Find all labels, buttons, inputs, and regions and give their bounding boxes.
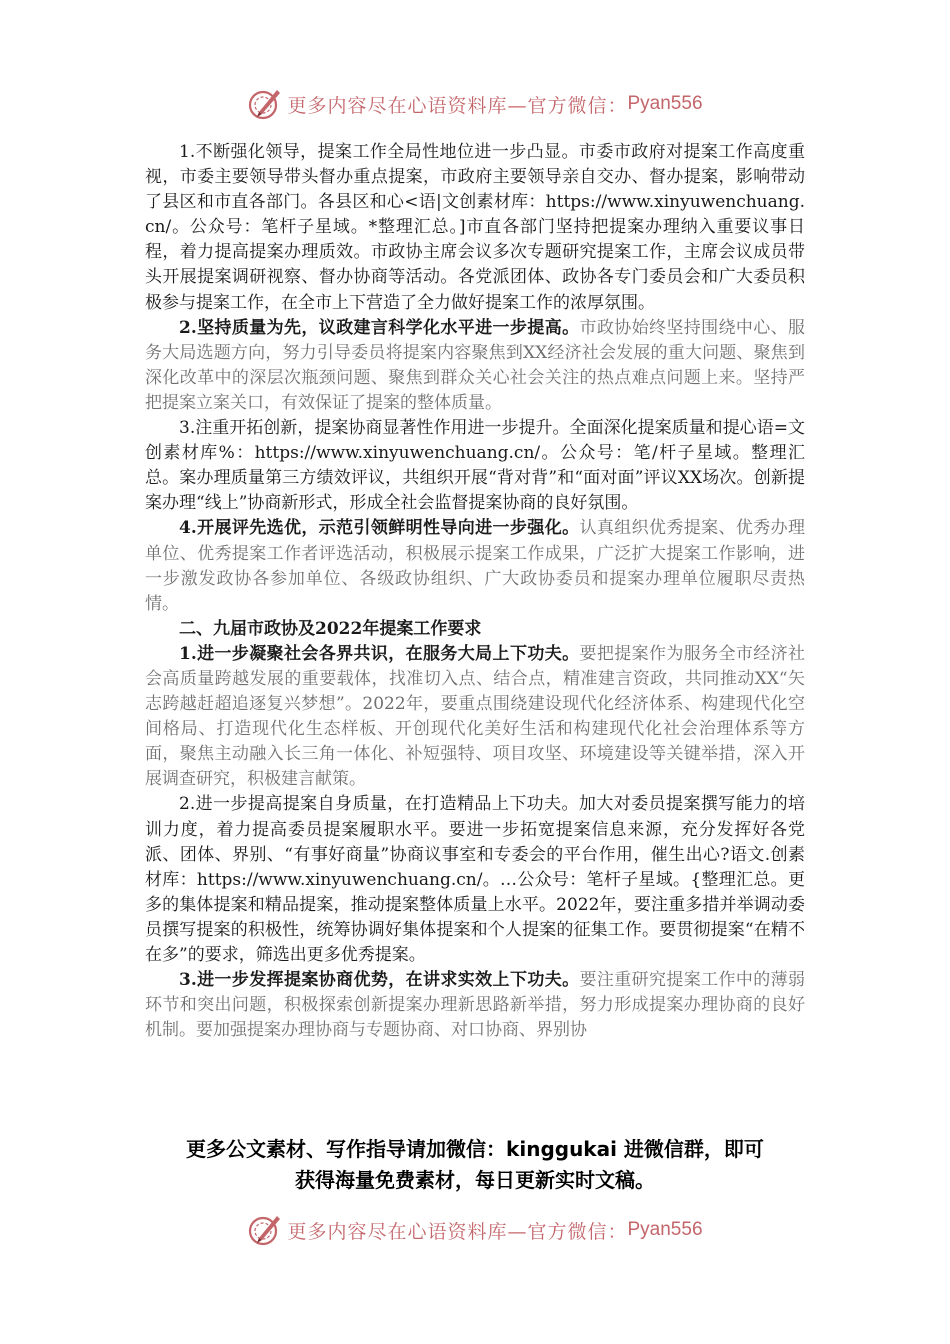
- paragraph-4: [145, 516, 805, 616]
- paragraph-6: [145, 792, 805, 968]
- bottom-banner: [0, 1210, 950, 1250]
- banner-text: 更多内容尽在心语资料库—官方微信：: [287, 1220, 628, 1243]
- pen-logo-icon: [247, 1212, 283, 1248]
- paragraph-2-text: 市政协始终坚持围绕中心、服务大局选题方向，努力引导委员将提案内容聚焦到XX经济社会发展的重大问题、聚焦到深化改革中的深层次瓶颈问题、聚焦到群众关心社会关注的热点难点问题上来。坚持严把提案立案关口，有效保证了提案的整体质量。: [145, 317, 806, 413]
- footer-note: [130, 1134, 820, 1196]
- paragraph-3-text: 3.注重开拓创新，提案协商显著性作用进一步提升。全面深化提案质量和提心语=文创素材库%：https://www.xinyuwenchuang.cn/。公众号：笔/杆子星域。整理汇总。案办理质量第三方绩效评议，共组织开展“背对背”和“面对面”评议XX场次。创新提案办理“线上”协商新形式，形成全社会监督提案协商的良好氛围。: [145, 418, 805, 514]
- paragraph-7-lead: 3.进一步发挥提案协商优势，在讲求实效上下功夫。: [179, 970, 580, 991]
- banner-wechat-id: Pyan556: [627, 1219, 703, 1240]
- banner-wechat-id: Pyan556: [627, 93, 703, 114]
- pen-logo-icon: [247, 86, 283, 122]
- paragraph-7-text: 要注重研究提案工作中的薄弱环节和突出问题，积极探索创新提案办理新思路新举措，努力形成提案办理协商的良好机制。要加强提案办理协商与专题协商、对口协商、界别协: [145, 970, 806, 1041]
- top-banner: [0, 84, 950, 124]
- paragraph-4-lead: 4.开展评先选优，示范引领鲜明性导向进一步强化。: [179, 518, 580, 539]
- paragraph-6-text: 2.进一步提高提案自身质量，在打造精品上下功夫。加大对委员提案撰写能力的培训力度，着力提高委员提案履职水平。要进一步拓宽提案信息来源，充分发挥好各党派、团体、界别、“有事好商量”协商议事室和专委会的平台作用，催生出心?语文.创素材库：https://www.xinyuwenchuang.cn/。…公众号：笔杆子星域。{整理汇总。更多的集体提案和精品提案，推动提案整体质量上水平。2022年，要注重多措并举调动委员撰写提案的积极性，统筹协调好集体提案和个人提案的征集工作。要贯彻提案“在精不在多”的要求，筛选出更多优秀提案。: [145, 794, 805, 965]
- paragraph-5: [145, 642, 805, 793]
- banner-text: 更多内容尽在心语资料库—官方微信：: [287, 94, 628, 117]
- footer-note-line-1: 更多公文素材、写作指导请加微信：kinggukai 进微信群，即可: [186, 1137, 764, 1161]
- paragraph-3: [145, 416, 805, 516]
- section-heading: 二、九届市政协及2022年提案工作要求: [179, 618, 482, 639]
- paragraph-1-text: 1.不断强化领导，提案工作全局性地位进一步凸显。市委市政府对提案工作高度重视，市委主要领导带头督办重点提案，市政府主要领导亲自交办、督办提案，影响带动了县区和市直各部门。各县区和心<语|文创素材库：https://www.xinyuwenchuang.cn/。公众号：笔杆子星域。*整理汇总。]市直各部门坚持把提案办理纳入重要议事日程，着力提高提案办理质效。市政协主席会议多次专题研究提案工作，主席会议成员带头开展提案调研视察、督办协商等活动。各党派团体、政协各专门委员会和广大委员积极参与提案工作，在全市上下营造了全力做好提案工作的浓厚氛围。: [145, 142, 805, 313]
- paragraph-5-lead: 1.进一步凝聚社会各界共识，在服务大局上下功夫。: [179, 643, 580, 664]
- paragraph-7: [145, 968, 805, 1043]
- document-body: [145, 140, 805, 1043]
- paragraph-2-lead: 2.坚持质量为先，议政建言科学化水平进一步提高。: [179, 317, 580, 338]
- paragraph-1: [145, 140, 805, 316]
- paragraph-4-text: 认真组织优秀提案、优秀办理单位、优秀提案工作者评选活动，积极展示提案工作成果，广泛扩大提案工作影响，进一步激发政协各参加单位、各级政协组织、广大政协委员和提案办理单位履职尽责热情。: [145, 518, 806, 614]
- footer-note-line-2: 获得海量免费素材，每日更新实时文稿。: [295, 1168, 655, 1192]
- paragraph-5-text: 要把提案作为服务全市经济社会高质量跨越发展的重要载体，找准切入点、结合点，精准建言资政，共同推动XX“矢志跨越赶超追逐复兴梦想”。2022年，要重点围绕建设现代化经济体系、构建现代化空间格局、打造现代化生态样板、开创现代化美好生活和构建现代化社会治理体系等方面，聚焦主动融入长三角一体化、补短强特、项目攻坚、环境建设等关键举措，深入开展调查研究，积极建言献策。: [145, 643, 806, 790]
- paragraph-2: [145, 316, 805, 416]
